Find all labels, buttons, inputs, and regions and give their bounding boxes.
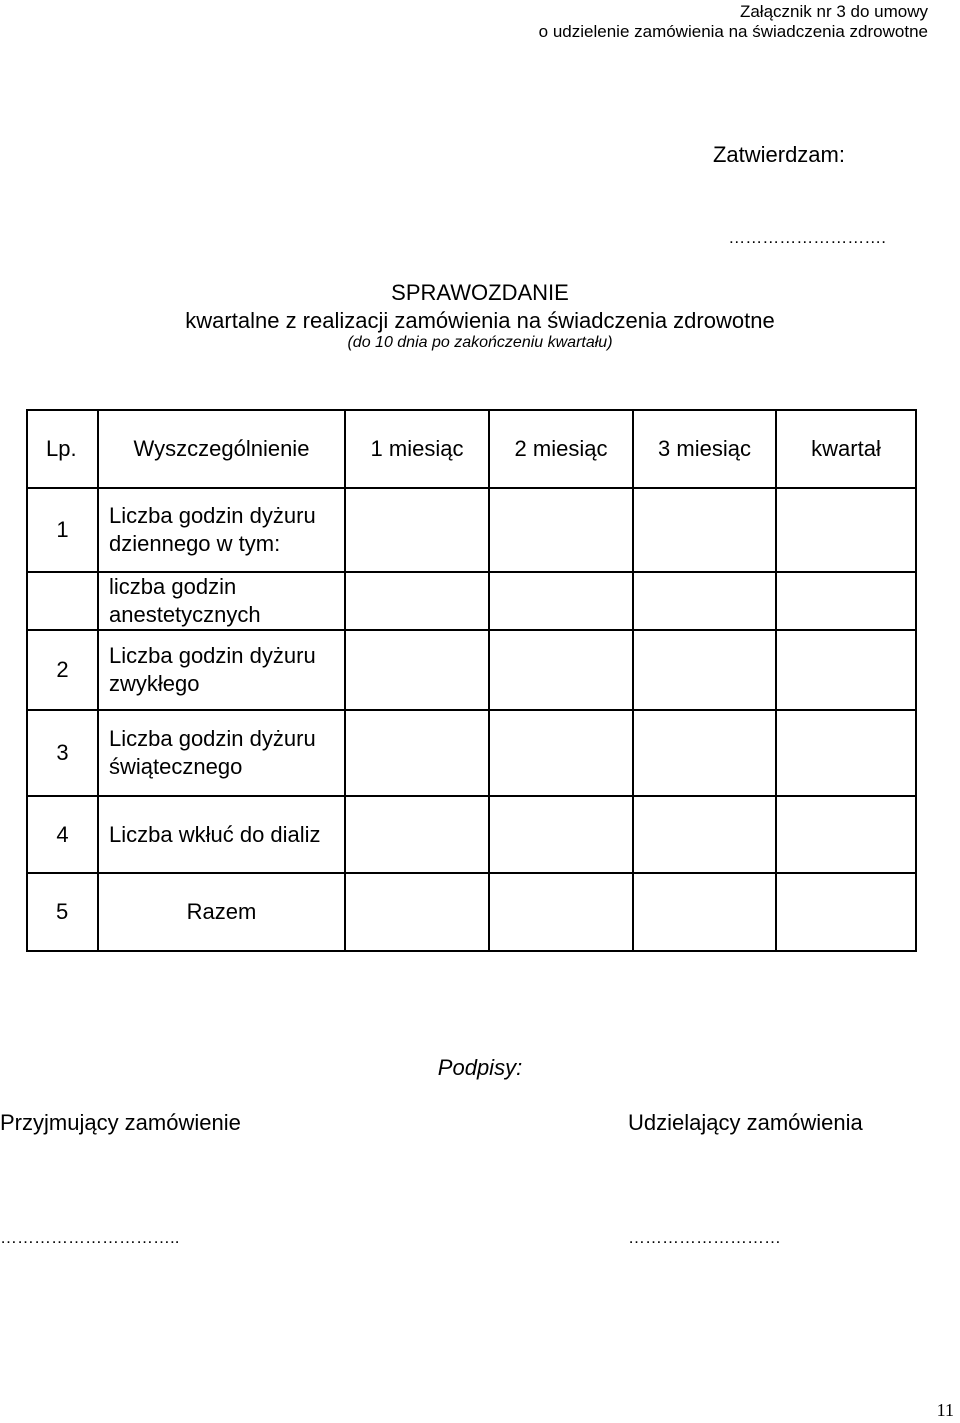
cell-month-1[interactable]: [345, 630, 489, 710]
row-lp: 2: [27, 630, 98, 710]
signature-left-label: Przyjmujący zamówienie: [0, 1110, 241, 1135]
cell-month-1[interactable]: [345, 796, 489, 873]
cell-quarter[interactable]: [776, 488, 916, 572]
row-lp: 5: [27, 873, 98, 951]
row-lp: 4: [27, 796, 98, 873]
cell-month-3[interactable]: [633, 630, 776, 710]
report-title: SPRAWOZDANIE: [391, 280, 569, 305]
cell-month-2[interactable]: [489, 572, 633, 630]
signatures-title: Podpisy:: [437, 1055, 523, 1080]
cell-month-3[interactable]: [633, 572, 776, 630]
cell-month-3[interactable]: [633, 488, 776, 572]
row-description: Liczba godzin dyżuru dziennego w tym:: [98, 488, 345, 572]
header-description: Wyszczególnienie: [98, 410, 345, 488]
cell-month-1[interactable]: [345, 873, 489, 951]
row-description: Razem: [98, 873, 345, 951]
table-row: [27, 572, 916, 630]
row-description: Liczba wkłuć do dializ: [98, 796, 345, 873]
approval-label: Zatwierdzam:: [712, 142, 845, 167]
cell-quarter[interactable]: [776, 572, 916, 630]
report-subtitle: kwartalne z realizacji zamówienia na świadczenia zdrowotne: [185, 308, 775, 333]
table-row: [27, 873, 916, 951]
table-row: [27, 710, 916, 796]
signature-right-label: Udzielający zamówienia: [628, 1110, 863, 1135]
cell-month-1[interactable]: [345, 488, 489, 572]
cell-quarter[interactable]: [776, 710, 916, 796]
cell-month-2[interactable]: [489, 710, 633, 796]
signature-right-line: ………………………: [628, 1228, 781, 1247]
cell-quarter[interactable]: [776, 873, 916, 951]
header-quarter: kwartał: [776, 410, 916, 488]
cell-month-3[interactable]: [633, 873, 776, 951]
row-lp: 1: [27, 488, 98, 572]
annex-line-2: o udzielenie zamówienia na świadczenia zdrowotne: [538, 22, 928, 41]
row-lp: [27, 572, 98, 630]
table-row: [27, 796, 916, 873]
page-number: 11: [936, 1400, 954, 1420]
cell-month-1[interactable]: [345, 710, 489, 796]
cell-month-2[interactable]: [489, 488, 633, 572]
cell-month-3[interactable]: [633, 710, 776, 796]
cell-month-2[interactable]: [489, 873, 633, 951]
row-description: liczba godzin anestetycznych: [98, 572, 345, 630]
cell-quarter[interactable]: [776, 796, 916, 873]
cell-month-1[interactable]: [345, 572, 489, 630]
row-lp: 3: [27, 710, 98, 796]
header-lp: Lp.: [27, 410, 98, 488]
header-month-1: 1 miesiąc: [345, 410, 489, 488]
report-deadline-note: (do 10 dnia po zakończeniu kwartału): [347, 334, 613, 351]
cell-quarter[interactable]: [776, 630, 916, 710]
cell-month-2[interactable]: [489, 630, 633, 710]
annex-line-1: Załącznik nr 3 do umowy: [739, 2, 928, 21]
cell-month-3[interactable]: [633, 796, 776, 873]
row-description: Liczba godzin dyżuru zwykłego: [98, 630, 345, 710]
signature-left-line: …………………………..: [0, 1228, 180, 1247]
header-month-2: 2 miesiąc: [489, 410, 633, 488]
table-row: [27, 630, 916, 710]
header-month-3: 3 miesiąc: [633, 410, 776, 488]
report-table: [26, 409, 917, 952]
row-description: Liczba godzin dyżuru świątecznego: [98, 710, 345, 796]
approval-signature-line: ……………………….: [728, 228, 886, 247]
cell-month-2[interactable]: [489, 796, 633, 873]
table-row: [27, 488, 916, 572]
table-header-row: [27, 410, 916, 488]
